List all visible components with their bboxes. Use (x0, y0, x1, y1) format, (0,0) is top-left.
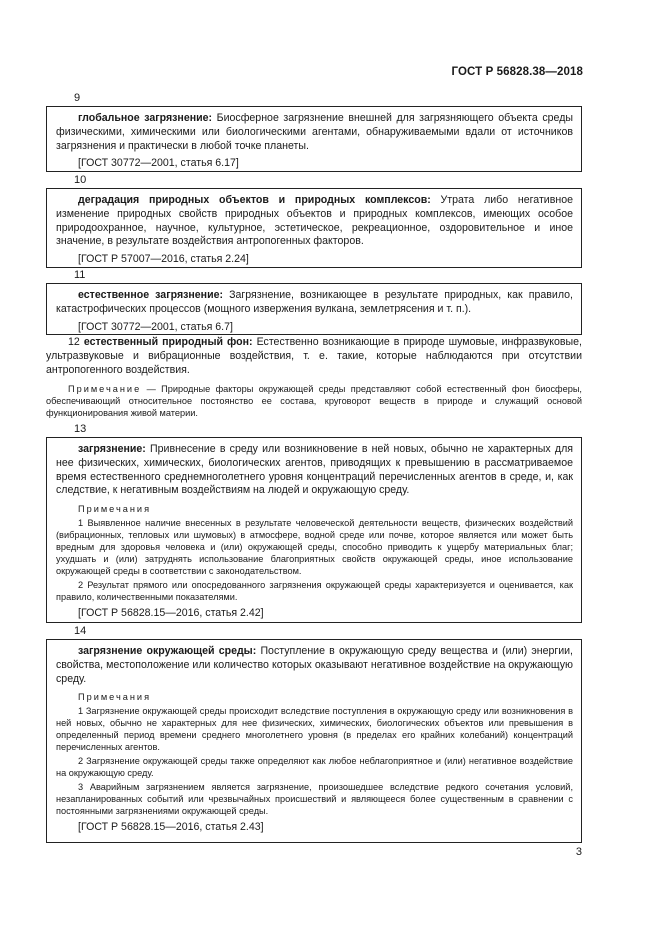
notes-heading: Примечания (78, 504, 152, 515)
entry-definition: Поступление в окружающую среду вещества и (или) энергии, свойства, местоположение или количество которых оказывают негативное воздействие на окружающую среду. (56, 645, 573, 685)
entry-definition: Естественно возникающие в природе шумовые, инфразвуковые, ультразвуковые и вибрационные воздействия, т. е. такие, которые наблюдаются при отсутствии антропогенного воздействия. (46, 336, 582, 376)
entry-reference: [ГОСТ Р 56828.15—2016, статья 2.43] (78, 821, 264, 834)
entry-text (56, 443, 573, 498)
document-header: ГОСТ Р 56828.38—2018 (451, 66, 583, 78)
note-label: Примечание (68, 384, 142, 395)
note-item: 2 Результат прямого или опосредованного загрязнения окружающей среды характеризуется и оценивается, как правило, количественными показателями. (56, 579, 573, 602)
note-item: 1 Выявленное наличие внесенных в результате человеческой деятельности веществ, физических воздействий (вибрационных, тепловых или шумовых) в атмосфере, водной среде или почве, которое является или может быть вредным для здоровья человека и (или) окружающей среды, способно приводить к ущербу материальных благ; ухудшать и (или) затруднять использование благоприятных свойств окружающей среды, иное использование окружающей среды в соответствии с законодательством. (56, 518, 573, 576)
entry-text (56, 112, 573, 153)
entry-number: 14 (74, 625, 87, 637)
entry-note (46, 384, 582, 420)
entry-box-9 (46, 106, 582, 172)
entry-reference: [ГОСТ Р 57007—2016, статья 2.24] (78, 253, 249, 266)
entry-number: 9 (74, 92, 81, 104)
entry-box-11 (46, 283, 582, 335)
entry-number: 13 (74, 423, 87, 435)
entry-term: загрязнение окружающей среды: (78, 645, 257, 657)
entry-definition: Привнесение в среду или возникновение в ней новых, обычно не характерных для нее физических, химических, биологических агентов, приводящих к превышению в рассматриваемое время естественного среднемноголетнего уровня концентраций перечисленных агентов в среде, и, как следствие, к негативным воздействиям на людей и окружающую среду. (56, 443, 573, 497)
notes-heading: Примечания (78, 692, 152, 703)
entry-12 (46, 336, 582, 420)
note-item: 2 Загрязнение окружающей среды также определяют как любое неблагоприятное и (или) негативное воздействие на окружающую среду. (56, 755, 573, 778)
entry-text (56, 645, 573, 686)
entry-definition: Биосферное загрязнение внешней для загрязняющего объекта среды физическими, химическими или биологическими агентами, обнаруживаемыми вдали от источников загрязнения и практически в любой точке планеты. (56, 112, 573, 152)
entry-term: деградация природных объектов и природных комплексов: (78, 194, 431, 206)
entry-box-10 (46, 188, 582, 268)
entry-number: 11 (74, 269, 86, 281)
entry-number: 10 (74, 174, 87, 186)
entry-text (56, 194, 573, 249)
entry-number: 12 (68, 336, 80, 348)
entry-reference: [ГОСТ 30772—2001, статья 6.17] (78, 157, 239, 170)
note-item: 1 Загрязнение окружающей среды происходит вследствие поступления в окружающую среду или возникновения в ней новых, обычно не характерных для нее физических, химических, биологических объектов или превышения в определенный период времени среднего многолетнего уровня (в пределах его крайних колебаний) концентраций перечисленных агентов. (56, 706, 573, 753)
page-number: 3 (575, 846, 582, 858)
entry-reference: [ГОСТ Р 56828.15—2016, статья 2.42] (78, 607, 264, 620)
entry-box-14 (46, 639, 582, 843)
entry-term: глобальное загрязнение: (78, 112, 213, 124)
entry-reference: [ГОСТ 30772—2001, статья 6.7] (78, 320, 233, 333)
entry-text (56, 289, 573, 317)
entry-term: естественное загрязнение: (78, 289, 224, 301)
entry-box-13 (46, 437, 582, 623)
note-item: 3 Аварийным загрязнением является загрязнение, произошедшее вследствие редкого сочетания условий, незапланированных событий или чрезвычайных происшествий и являющееся более существенным в сравнении с постоянными загрязнениями окружающей среды. (56, 781, 573, 816)
entry-text (46, 336, 582, 377)
entry-term: загрязнение: (78, 443, 146, 455)
note-text: — Природные факторы окружающей среды представляют собой естественный фон биосферы, обеспечивающий относительное постоянство ее состава, круговорот веществ в природе и служащий основой функционирования живой материи. (46, 384, 582, 419)
entry-definition: Утрата либо негативное изменение природных свойств природных объектов и природных комплексов, имеющих особое природоохранное, научное, культурное, эстетическое, рекреационное, оздоровительное и иное значение, в результате воздействия антропогенных факторов. (56, 194, 573, 248)
entry-definition: Загрязнение, возникающее в результате природных, как правило, катастрофических процессов (мощного извержения вулкана, землетрясения и т. п.). (56, 289, 573, 315)
entry-term: естественный природный фон: (83, 336, 253, 348)
